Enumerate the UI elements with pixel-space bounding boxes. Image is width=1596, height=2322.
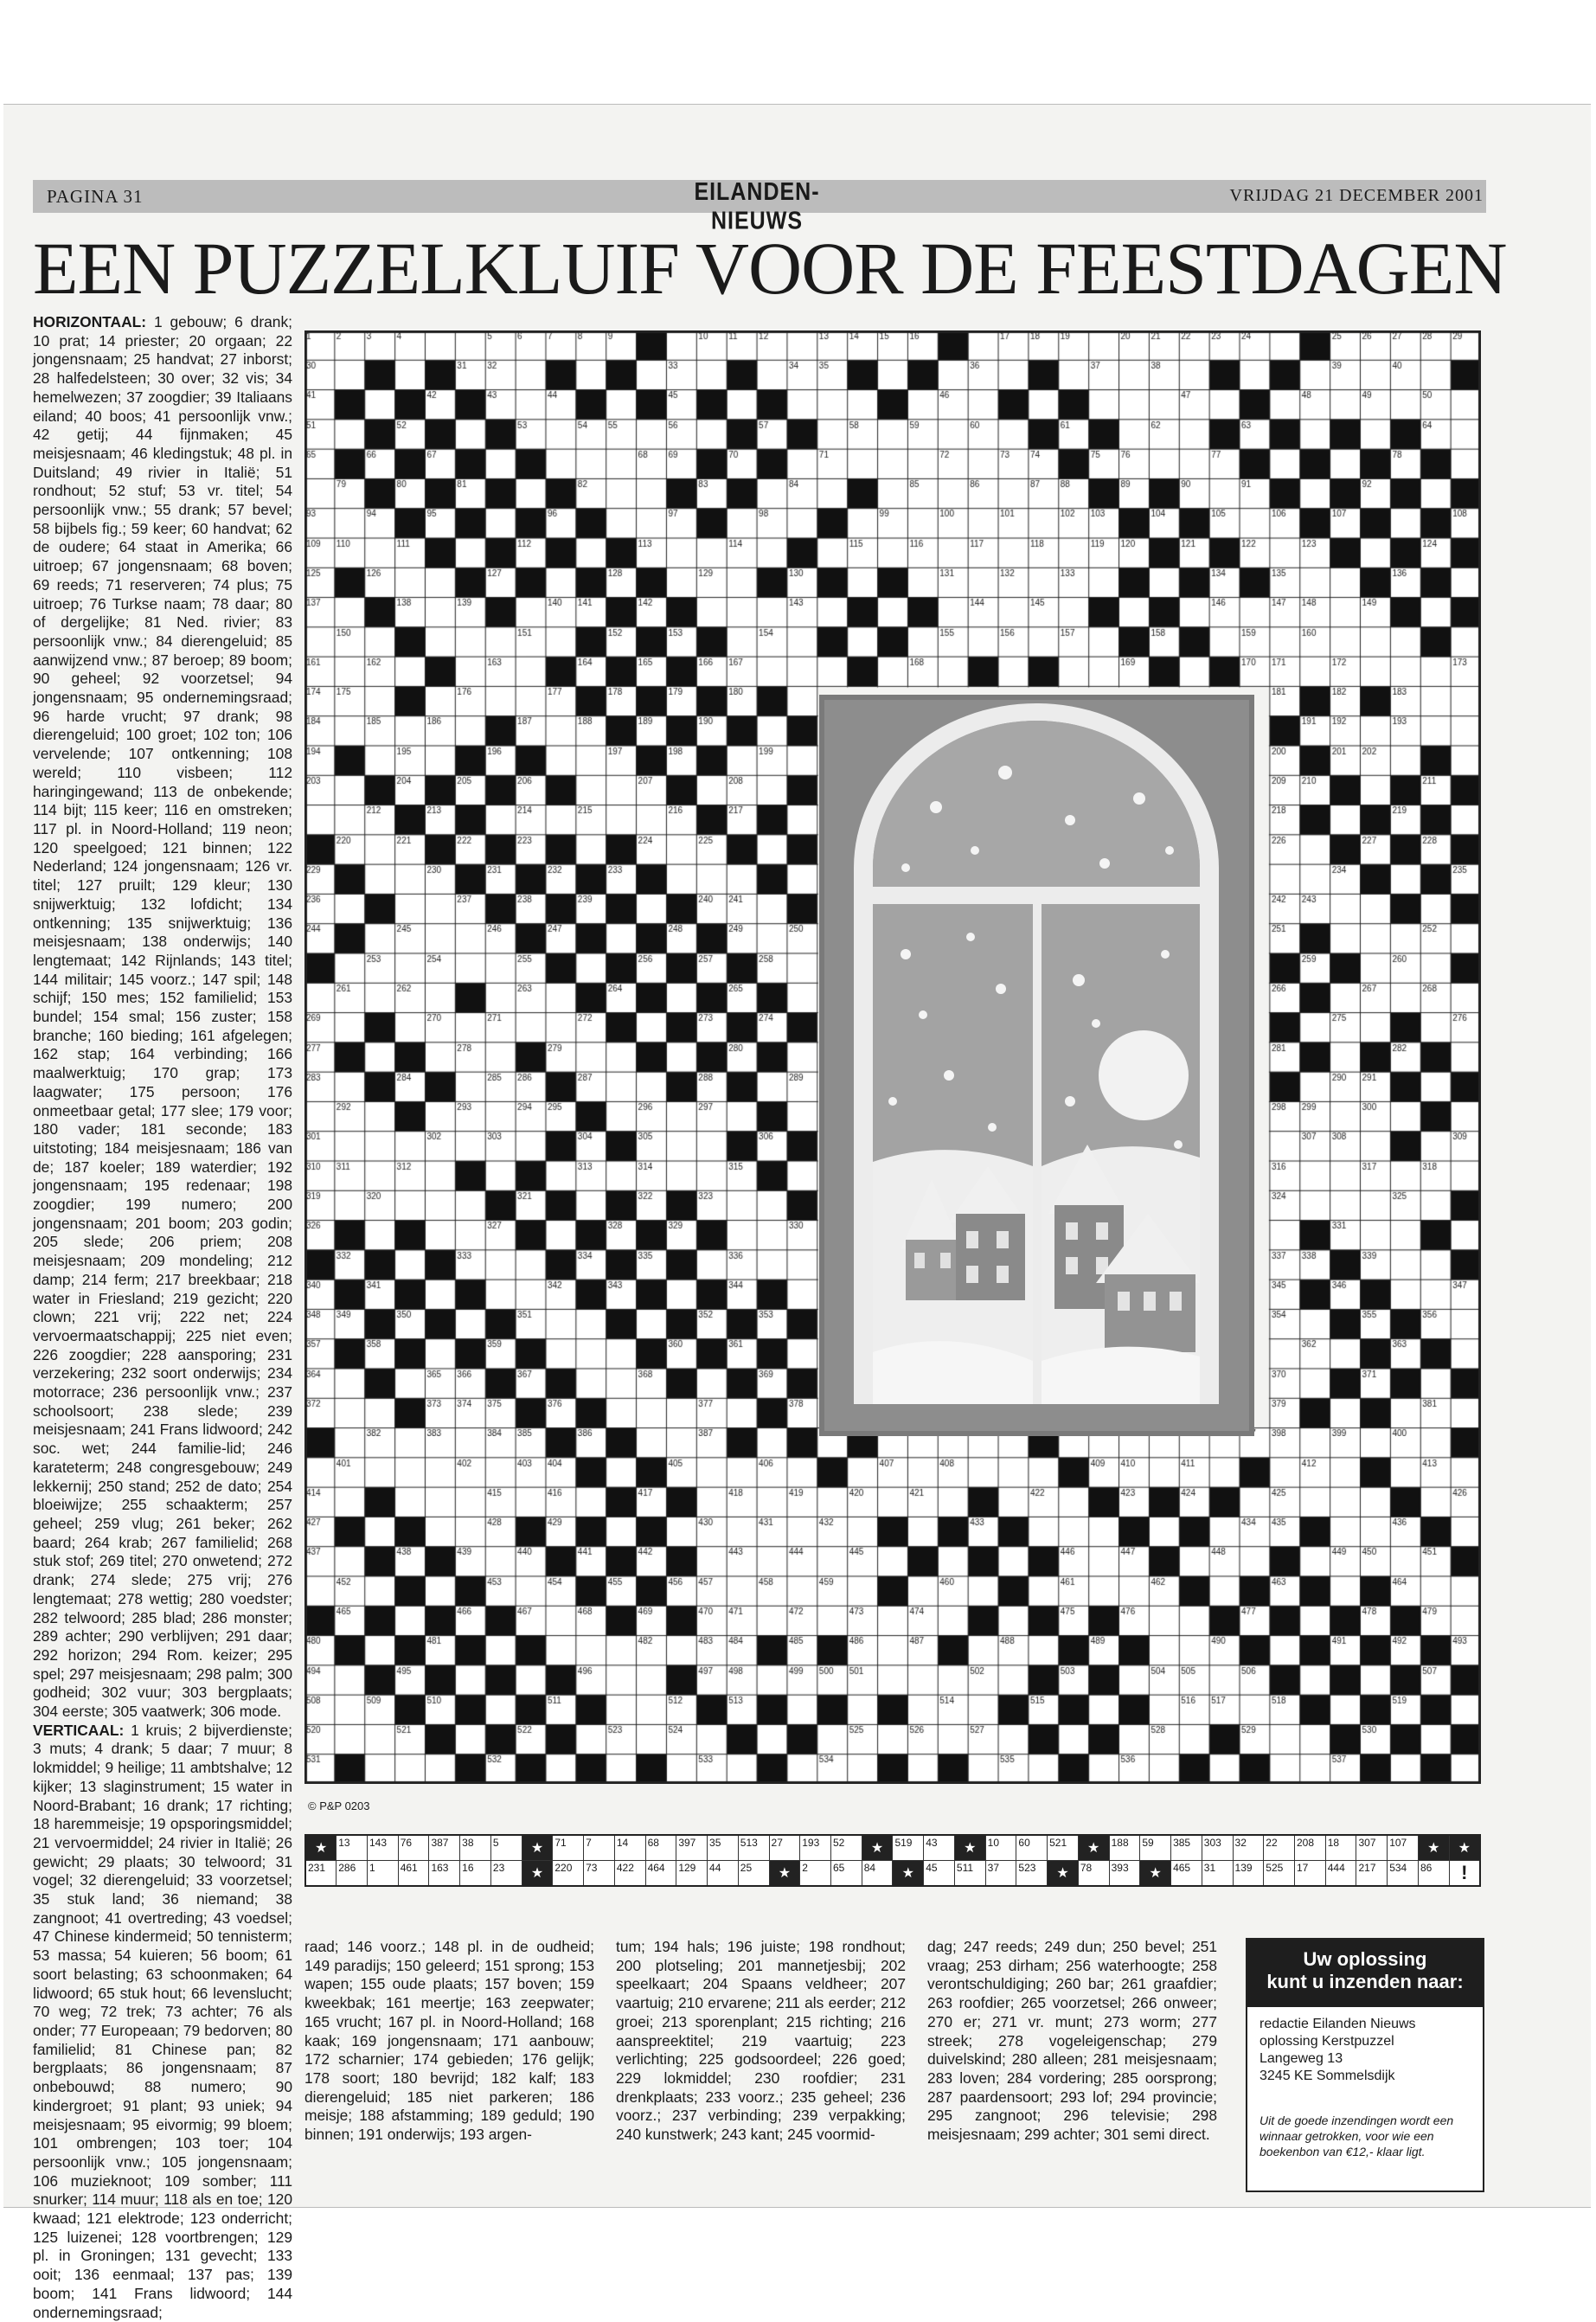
submission-heading (1247, 1940, 1483, 2007)
solution-cell[interactable]: 37 (985, 1861, 1016, 1887)
solution-cell[interactable]: 422 (614, 1861, 645, 1887)
solution-cell[interactable]: 465 (1171, 1861, 1202, 1887)
solution-cell[interactable]: 84 (862, 1861, 893, 1887)
solution-cell[interactable]: 52 (830, 1835, 862, 1861)
solution-cell[interactable]: 231 (305, 1861, 337, 1887)
solution-cell[interactable]: 44 (708, 1861, 739, 1887)
solution-cell[interactable]: ★ (522, 1835, 553, 1861)
solution-cell[interactable]: 519 (893, 1835, 924, 1861)
solution-cell[interactable]: ★ (1078, 1835, 1109, 1861)
solution-cell[interactable]: 107 (1388, 1835, 1419, 1861)
solution-cell[interactable]: 10 (985, 1835, 1016, 1861)
solution-cell[interactable]: 129 (676, 1861, 708, 1887)
solution-cell[interactable]: 217 (1356, 1861, 1388, 1887)
solution-cell[interactable]: 511 (954, 1861, 985, 1887)
solution-cell[interactable]: 73 (584, 1861, 615, 1887)
solution-cell[interactable]: ★ (862, 1835, 893, 1861)
solution-cell[interactable]: 143 (367, 1835, 398, 1861)
solution-cell[interactable]: 393 (1109, 1861, 1140, 1887)
solution-cell[interactable]: 13 (337, 1835, 368, 1861)
solution-cell[interactable]: ★ (305, 1835, 337, 1861)
solution-cell[interactable]: 1 (367, 1861, 398, 1887)
solution-cell[interactable]: 35 (708, 1835, 739, 1861)
solution-cell[interactable]: ! (1449, 1861, 1480, 1887)
address-line-4: 3245 KE Sommelsdijk (1259, 2069, 1395, 2083)
solution-cell[interactable]: 68 (645, 1835, 676, 1861)
solution-cell[interactable]: 188 (1109, 1835, 1140, 1861)
solution-cell[interactable]: 45 (924, 1861, 955, 1887)
address-line-1: redactie Eilanden Nieuws (1259, 2017, 1416, 2031)
clue-column-1: raad; 146 voorz.; 148 pl. in de oudheid; 149 paradijs; 150 geleerd; 151 sprong; 153 wapen; 155 oude plaats; 157 boven; 159 kweekbak; 161 meertje; 163 zeepwater; 165 vrucht; 167 pl. in Noord-Holland; 168 kaak; 169 jongensnaam; 171 aanbouw; 172 scharnier; 174 gebieden; 176 gelijk; 178 soort; 180 bevrijd; 182 kalf; 183 dierengeluid; 185 niet parkeren; 186 meisje; 188 afstamming; 189 geduld; 190 binnen; 191 onderwijs; 193 argen- (304, 1938, 594, 2144)
masthead-logo: EILANDEN-NIEUWS (694, 177, 820, 235)
solution-cell[interactable]: 525 (1264, 1861, 1295, 1887)
page-headline: EEN PUZZELKLUIF VOOR DE FEESTDAGEN (33, 227, 1507, 310)
solution-cell[interactable]: 31 (1202, 1861, 1233, 1887)
vertical-label: VERTICAAL: (33, 1721, 125, 1739)
solution-cell[interactable]: 17 (1295, 1861, 1326, 1887)
address-line-2: oplossing Kerstpuzzel (1259, 2034, 1394, 2049)
submission-heading-line2: kunt u inzenden naar: (1266, 1971, 1464, 1992)
clue-column-3: dag; 247 reeds; 249 dun; 250 bevel; 251 vraag; 253 dirham; 256 waterhoogte; 258 verontschuldiging; 260 bar; 261 graafdier; 263 roofdier; 265 voorzetsel; 266 onweer; 270 er; 271 vr. munt; 273 worm; 277 streek; 278 vogeleigenschap; 279 duivelskind; 280 alleen; 281 meisjesnaam; 283 loven; 284 vordering; 285 oorsprong; 287 paardensoort; 293 lof; 294 provincie; 295 zangnoot; 296 televisie; 298 meisjesnaam; 299 achter; 301 semi direct. (927, 1938, 1217, 2144)
solution-cell[interactable]: 444 (1325, 1861, 1356, 1887)
solution-cell[interactable]: 25 (738, 1861, 769, 1887)
vertical-clues: 1 kruis; 2 bijverdienste; 3 muts; 4 drank; 5 daar; 7 muur; 8 lokmiddel; 9 heilige; 11 ambtshalve; 12 kijker; 13 slaginstrument; 15 water in Noord-Brabant; 16 drank; 17 richting; 18 haremmeisje; 19 opsporingsmiddel; 21 vervoermiddel; 24 rivier in Italië; 26 gewicht; 29 plaats; 30 telwoord; 31 vogel; 32 dierengeluid; 33 voorzetsel; 35 stuk land; 36 niemand; 38 zangnoot; 41 overtreding; 43 voedsel; 47 Chinese kindermeid; 50 tennisterm; 53 massa; 54 kuieren; 56 boom; 61 soort belasting; 63 schoonmaken; 64 lidwoord; 65 stuk hout; 66 levenslucht; 70 weg; 72 trek; 73 achter; 76 als onder; 77 Europeaan; 79 bedorven; 80 familielid; 81 Chinese pan; 82 bergplaats; 86 jongensnaam; 87 onbebouwd; 88 numero; 90 kindergroet; 91 plant; 93 uniek; 94 meisjesnaam; 95 eivormig; 99 bloem; 101 ombrengen; 103 toer; 104 persoonlijk vnw.; 105 jongensnaam; 106 muzieknoot; 109 somber; 111 snurker; 114 muur; 118 als en toe; 120 kwaad; 121 elektrode; 123 onderricht; 125 luizenei; 128 voortbrengen; 129 pl. in Groningen; 131 gevecht; 133 ooit; 136 eenmaal; 137 pas; 139 boom; 141 Frans lidwoord; 144 ondernemingsraad; (33, 1721, 292, 2321)
solution-strip[interactable] (304, 1834, 1481, 1886)
solution-cell[interactable]: 193 (800, 1835, 831, 1861)
solution-cell[interactable]: 513 (738, 1835, 769, 1861)
solution-cell[interactable]: ★ (1418, 1835, 1449, 1861)
solution-cell[interactable]: 59 (1140, 1835, 1171, 1861)
issue-date: VRIJDAG 21 DECEMBER 2001 (1229, 186, 1484, 205)
solution-cell[interactable]: 208 (1295, 1835, 1326, 1861)
solution-cell[interactable]: 65 (830, 1861, 862, 1887)
copyright-notice: © P&P 0203 (308, 1799, 370, 1812)
horizontal-clues: 1 gebouw; 6 drank; 10 prat; 14 priester; 20 orgaan; 22 jongensnaam; 25 handvat; 27 inborst; 28 halfedelsteen; 30 over; 32 vis; 34 hemelwezen; 37 zoogdier; 39 Italiaans eiland; 40 boos; 41 persoonlijk vnw.; 42 getij; 44 fijnmaken; 45 meisjesnaam; 46 kledingstuk; 48 pl. in Duitsland; 49 rivier in Italië; 51 rondhout; 52 stuf; 53 vr. titel; 54 persoonlijk vnw.; 55 drank; 57 bevel; 58 bijbels fig.; 59 keer; 60 handvat; 62 de oudere; 64 staat in Amerika; 66 uitroep; 67 jongensnaam; 68 boven; 69 reeds; 71 reserveren; 74 plus; 75 uitroep; 76 Turkse naam; 78 daar; 80 of dergelijke; 81 Ned. rivier; 83 persoonlijk vnw.; 84 dierengeluid; 85 aanwijzend vnw.; 87 beroep; 89 boom; 90 geheel; 92 voorzetsel; 94 jongensnaam; 95 ondernemingsraad; 96 harde vrucht; 97 drank; 98 dierengeluid; 100 groet; 102 ton; 106 vervelende; 107 ontkenning; 108 wereld; 110 visbeen; 112 haringingewand; 113 de onbekende; 114 bijt; 115 keer; 116 en omstreken; 117 pl. in Noord-Holland; 119 neon; 120 speelgoed; 121 binnen; 122 Nederland; 124 jongensnaam; 126 vr. titel; 127 pruilt; 129 kleur; 130 snijwerktuig; 132 lofdicht; 134 ontkenning; 135 snijwerktuig; 136 meisjesnaam; 138 onderwijs; 140 lengtemaat; 142 Rijnlands; 143 titel; 144 militair; 145 voorz.; 147 spil; 148 schijf; 150 mes; 152 familielid; 153 bundel; 154 smal; 156 zuster; 158 branche; 160 bieding; 161 afgelegen; 162 stap; 164 verbinding; 166 maalwerktuig; 170 grap; 173 laagwater; 175 persoon; 176 onmeetbaar getal; 177 slee; 179 voor; 180 vader; 181 seconde; 183 uitstoting; 184 meisjesnaam; 186 van de; 187 koeler; 189 waterdier; 192 jongensnaam; 195 redenaar; 198 zoogdier; 199 numero; 200 jongensnaam; 201 boom; 203 godin; 205 slede; 206 priem; 208 meisjesnaam; 209 mondeling; 212 damp; 214 ferm; 217 breekbaar; 218 water in Friesland; 219 gezicht; 220 clown; 221 vrij; 222 net; 224 vervoermaatschappij; 225 niet even; 226 zoogdier; 228 aansporing; 231 verzekering; 232 soort onderwijs; 234 motorrace; 236 persoonlijk vnw.; 237 schoolsoort; 238 slede; 239 meisjesnaam; 241 Frans lidwoord; 242 soc. wet; 244 familie-lid; 246 karateterm; 248 congresgebouw; 249 lekkernij; 250 stand; 252 de dato; 254 bloeiwijze; 255 schaakterm; 257 geheel; 259 vlug; 261 beker; 262 baard; 264 krab; 267 familielid; 268 stuk stof; 269 titel; 270 onwetend; 272 drank; 274 slede; 275 vrij; 276 lengtemaat; 278 wettig; 280 voedster; 282 telwoord; 285 blad; 286 monster; 289 achter; 290 verblijven; 291 daar; 292 horizon; 294 Rom. keizer; 295 spel; 297 meisjesnaam; 298 palm; 300 godheid; 302 vuur; 303 bergplaats; 304 eerste; 305 vaatwerk; 306 mode. (33, 313, 292, 1721)
submission-box (1246, 1938, 1484, 2192)
horizontal-label: HORIZONTAAL: (33, 313, 147, 330)
solution-cell[interactable]: 2 (800, 1861, 831, 1887)
solution-cell[interactable]: 220 (553, 1861, 584, 1887)
solution-cell[interactable]: 286 (337, 1861, 368, 1887)
clue-column-2: tum; 194 hals; 196 juiste; 198 rondhout; 200 plotseling; 201 mannetjesbij; 202 speelkaart; 204 Spaans veldheer; 207 vaartuig; 210 ervarene; 211 als eerder; 212 groei; 213 sporenplant; 215 richting; 216 aanspreektitel; 219 vaartuig; 223 verlichting; 225 godsoordeel; 226 goed; 229 lokmiddel; 230 roofdier; 231 drenkplaats; 233 voorz.; 235 geheel; 236 voorz.; 237 verbinding; 239 verpakking; 240 kunstwerk; 243 kant; 245 voormid- (616, 1938, 906, 2144)
solution-cell[interactable]: 76 (398, 1835, 429, 1861)
solution-cell[interactable]: 7 (584, 1835, 615, 1861)
solution-cell[interactable]: 464 (645, 1861, 676, 1887)
solution-cell[interactable]: ★ (522, 1861, 553, 1887)
solution-cell[interactable]: 32 (1233, 1835, 1264, 1861)
submission-heading-line1: Uw oplossing (1303, 1948, 1427, 1970)
address-line-3: Langeweg 13 (1259, 2051, 1343, 2066)
solution-cell[interactable]: 521 (1048, 1835, 1079, 1861)
solution-cell[interactable]: 86 (1418, 1861, 1449, 1887)
solution-cell[interactable]: 78 (1078, 1861, 1109, 1887)
solution-cell[interactable]: 397 (676, 1835, 708, 1861)
solution-cell[interactable]: 163 (429, 1861, 460, 1887)
solution-cell[interactable]: 385 (1171, 1835, 1202, 1861)
solution-cell[interactable]: 43 (924, 1835, 955, 1861)
solution-cell[interactable]: 71 (553, 1835, 584, 1861)
solution-cell[interactable]: ★ (893, 1861, 924, 1887)
solution-cell[interactable]: 22 (1264, 1835, 1295, 1861)
solution-cell[interactable]: 14 (614, 1835, 645, 1861)
solution-cell[interactable]: 307 (1356, 1835, 1388, 1861)
solution-cell[interactable]: 303 (1202, 1835, 1233, 1861)
submission-address (1259, 2016, 1476, 2085)
solution-cell[interactable]: 16 (460, 1861, 491, 1887)
winter-window-illustration (819, 695, 1254, 1436)
solution-cell[interactable]: 27 (769, 1835, 800, 1861)
solution-cell[interactable]: 60 (1016, 1835, 1048, 1861)
solution-cell[interactable]: 523 (1016, 1861, 1048, 1887)
prize-note: Uit de goede inzendingen wordt een winnaar getrokken, voor wie een boekenbon van €12,- klaar ligt. (1259, 2114, 1454, 2158)
clue-column-main (33, 313, 292, 2321)
solution-cell[interactable]: 139 (1233, 1861, 1264, 1887)
solution-cell[interactable]: ★ (1449, 1835, 1480, 1861)
solution-row-bottom (305, 1861, 1480, 1887)
solution-cell[interactable]: 38 (460, 1835, 491, 1861)
solution-cell[interactable]: 534 (1388, 1861, 1419, 1887)
solution-cell[interactable]: ★ (1140, 1861, 1171, 1887)
solution-row-top (305, 1835, 1480, 1861)
solution-cell[interactable]: 387 (429, 1835, 460, 1861)
solution-cell[interactable]: 18 (1325, 1835, 1356, 1861)
solution-cell[interactable]: ★ (954, 1835, 985, 1861)
solution-cell[interactable]: 5 (490, 1835, 522, 1861)
solution-cell[interactable]: 461 (398, 1861, 429, 1887)
solution-cell[interactable]: ★ (769, 1861, 800, 1887)
solution-cell[interactable]: 23 (490, 1861, 522, 1887)
page-number: PAGINA 31 (47, 186, 144, 207)
solution-cell[interactable]: ★ (1048, 1861, 1079, 1887)
